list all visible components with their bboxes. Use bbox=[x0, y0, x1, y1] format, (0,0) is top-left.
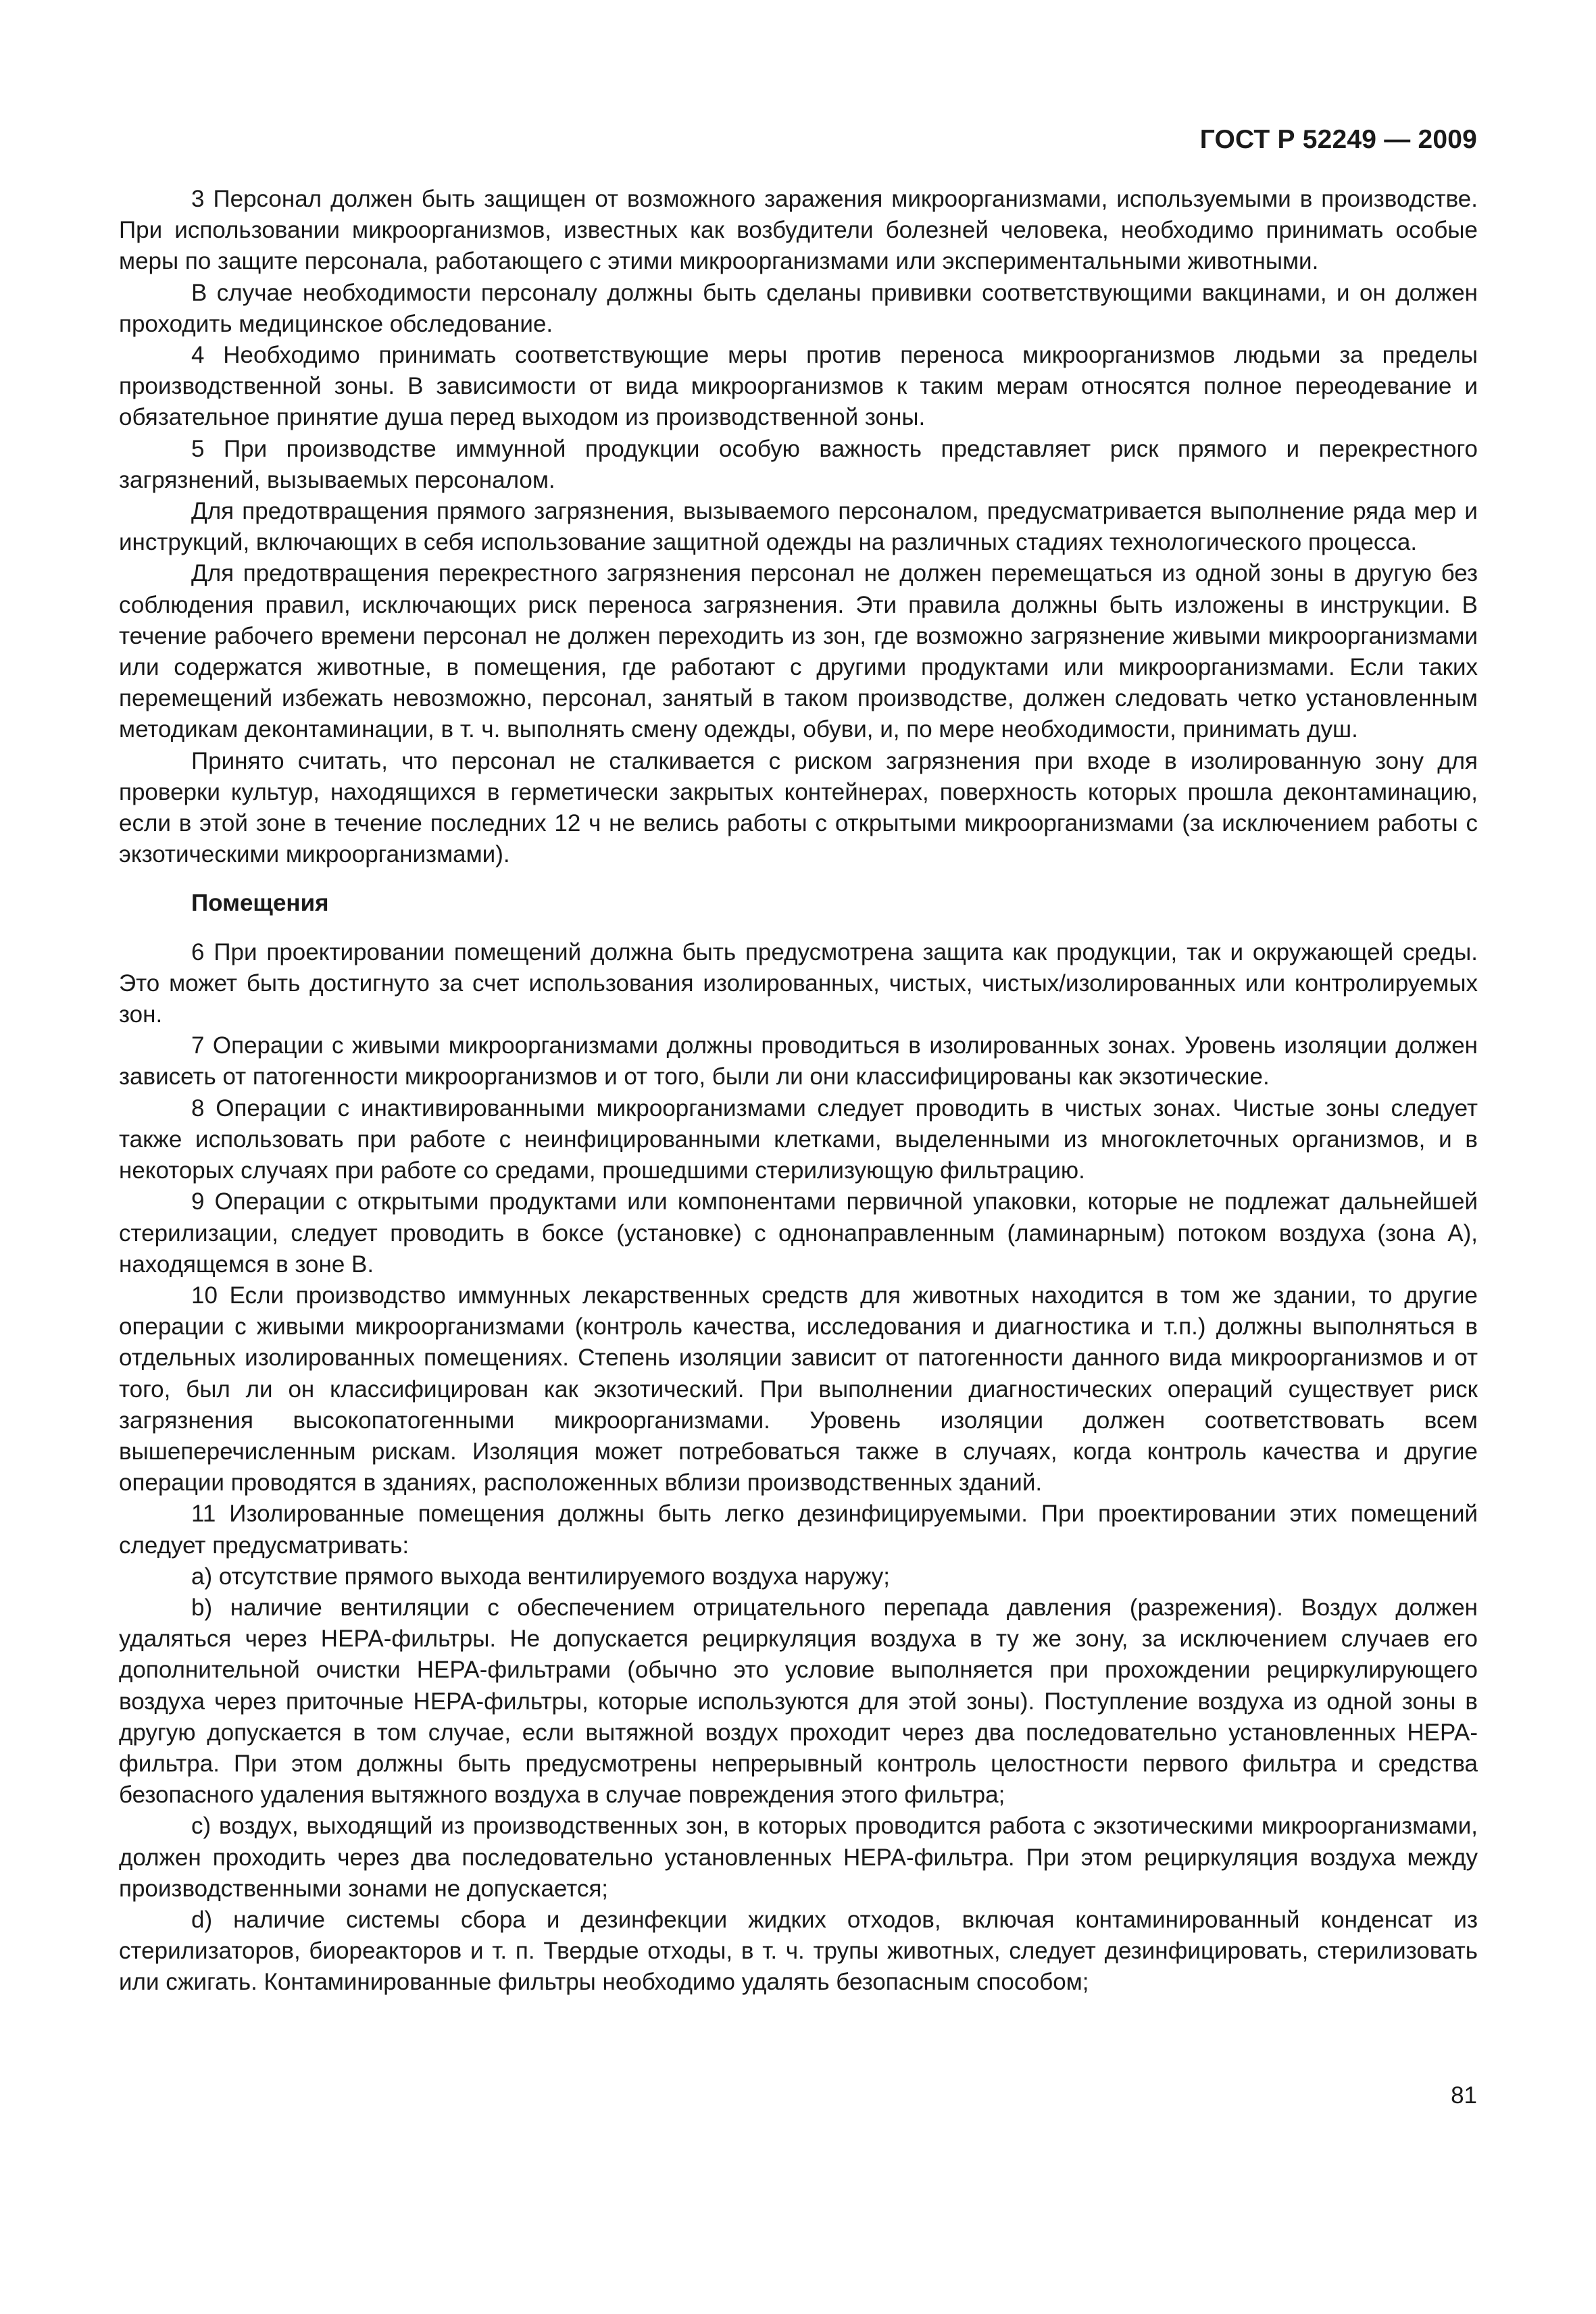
paragraph-3: 3 Персонал должен быть защищен от возможного заражения микроорганизмами, используемыми в производстве. При использовании микроорганизмов, известных как возбудители болезней человека, необходимо принимать особые меры по защите персонала, работающего с этими микроорганизмами или экспериментальными животными. bbox=[119, 186, 1478, 275]
paragraph-5-direct: Для предотвращения прямого загрязнения, вызываемого персоналом, предусматривается выполнение ряда мер и инструкций, включающих в себя использование защитной одежды на различных стадиях технологического процесса. bbox=[119, 498, 1478, 556]
paragraph-5-cross: Для предотвращения перекрестного загрязнения персонал не должен перемещаться из одной зоны в другую без соблюдения правил, исключающих риск переноса загрязнения. Эти правила должны быть изложены в инструкции. В течение рабочего времени персонал не должен переходить из зон, где возможно загрязнение живыми микроорганизмами или содержатся животные, в помещения, где работают с другими продуктами или микроорганизмами. Если таких перемещений избежать невозможно, персонал, занятый в таком производстве, должен следовать четко установленным методикам деконтаминации, в т. ч. выполнять смену одежды, обуви, и, по мере необходимости, принимать душ. bbox=[119, 560, 1478, 743]
paragraph-3-vaccination: В случае необходимости персоналу должны быть сделаны прививки соответствующими вакцинами, и он должен проходить медицинское обследование. bbox=[119, 279, 1478, 337]
list-item-c: c) воздух, выходящий из производственных зон, в которых проводится работа с экзотическими микроорганизмами, должен проходить через два последовательно установленных НЕРА-фильтра. При этом рециркуляция воздуха между производственными зонами не допускается; bbox=[119, 1813, 1478, 1902]
paragraph-5: 5 При производстве иммунной продукции особую важность представляет риск прямого и перекрестного загрязнений, вызываемых персоналом. bbox=[119, 435, 1478, 493]
page-number: 81 bbox=[1451, 2082, 1477, 2109]
paragraph-8: 8 Операции с инактивированными микроорганизмами следует проводить в чистых зонах. Чистые зоны следует также использовать при работе с неинфицированными клетками, выделенными из многоклеточных организмов, и в некоторых случаях при работе со средами, прошедшими стерилизующую фильтрацию. bbox=[119, 1095, 1478, 1184]
paragraph-6: 6 При проектировании помещений должна быть предусмотрена защита как продукции, так и окружающей среды. Это может быть достигнуто за счет использования изолированных, чистых, чистых/изолированных или контролируемых зон. bbox=[119, 938, 1478, 1028]
document-id-header: ГОСТ Р 52249 — 2009 bbox=[1199, 125, 1477, 154]
page-body bbox=[119, 184, 1478, 1998]
paragraph-4: 4 Необходимо принимать соответствующие меры против переноса микроорганизмов людьми за пределы производственной зоны. В зависимости от вида микроорганизмов к таким мерам относятся полное переодевание и обязательное принятие душа перед выходом из производственной зоны. bbox=[119, 342, 1478, 431]
section-heading: Помещения bbox=[191, 890, 329, 917]
paragraph-7: 7 Операции с живыми микроорганизмами должны проводиться в изолированных зонах. Уровень изоляции должен зависеть от патогенности микроорганизмов и от того, были ли они классифицированы как экзотические. bbox=[119, 1032, 1478, 1090]
paragraph-5-isolated-zone: Принято считать, что персонал не сталкивается с риском загрязнения при входе в изолированную зону для проверки культур, находящихся в герметически закрытых контейнерах, поверхность которых прошла деконтаминацию, если в этой зоне в течение последних 12 ч не велись работы с открытыми микроорганизмами (за исключением работы с экзотическими микроорганизмами). bbox=[119, 747, 1478, 868]
list-item-d: d) наличие системы сбора и дезинфекции жидких отходов, включая контаминированный конденсат из стерилизаторов, биореакторов и т. п. Твердые отходы, в т. ч. трупы животных, следует дезинфицировать, стерилизовать или сжигать. Контаминированные фильтры необходимо удалять безопасным способом; bbox=[119, 1906, 1478, 1996]
paragraph-11: 11 Изолированные помещения должны быть легко дезинфицируемыми. При проектировании этих помещений следует предусматривать: bbox=[119, 1501, 1478, 1559]
paragraph-9: 9 Операции с открытыми продуктами или компонентами первичной упаковки, которые не подлежат дальнейшей стерилизации, следует проводить в боксе (установке) с однонаправленным (ламинарным) потоком воздуха (зона А), находящемся в зоне В. bbox=[119, 1188, 1478, 1278]
paragraph-10: 10 Если производство иммунных лекарственных средств для животных находится в том же здании, то другие операции с живыми микроорганизмами (контроль качества, исследования и диагностика и т.п.) должны выполняться в отдельных изолированных помещениях. Степень изоляции зависит от патогенности данного вида микроорганизмов и от того, был ли он классифицирован как экзотический. При выполнении диагностических операций существует риск загрязнения высокопатогенными микроорганизмами. Уровень изоляции должен соответствовать всем вышеперечисленным рискам. Изоляция может потребоваться также в случаях, когда контроль качества и другие операции проводятся в зданиях, расположенных вблизи производственных зданий. bbox=[119, 1282, 1478, 1496]
list-item-a: a) отсутствие прямого выхода вентилируемого воздуха наружу; bbox=[191, 1563, 891, 1590]
list-item-b: b) наличие вентиляции с обеспечением отрицательного перепада давления (разрежения). Воздух должен удаляться через НЕРА-фильтры. Не допускается рециркуляция воздуха в ту же зону, за исключением случаев его дополнительной очистки НЕРА-фильтрами (обычно это условие выполняется при прохождении рециркулирующего воздуха через приточные НЕРА-фильтры, которые используются для этой зоны). Поступление воздуха из одной зоны в другую допускается в том случае, если вытяжной воздух проходит через два последовательно установленных НЕРА-фильтра. При этом должны быть предусмотрены непрерывный контроль целостности первого фильтра и средства безопасного удаления вытяжного воздуха в случае повреждения этого фильтра; bbox=[119, 1594, 1478, 1809]
